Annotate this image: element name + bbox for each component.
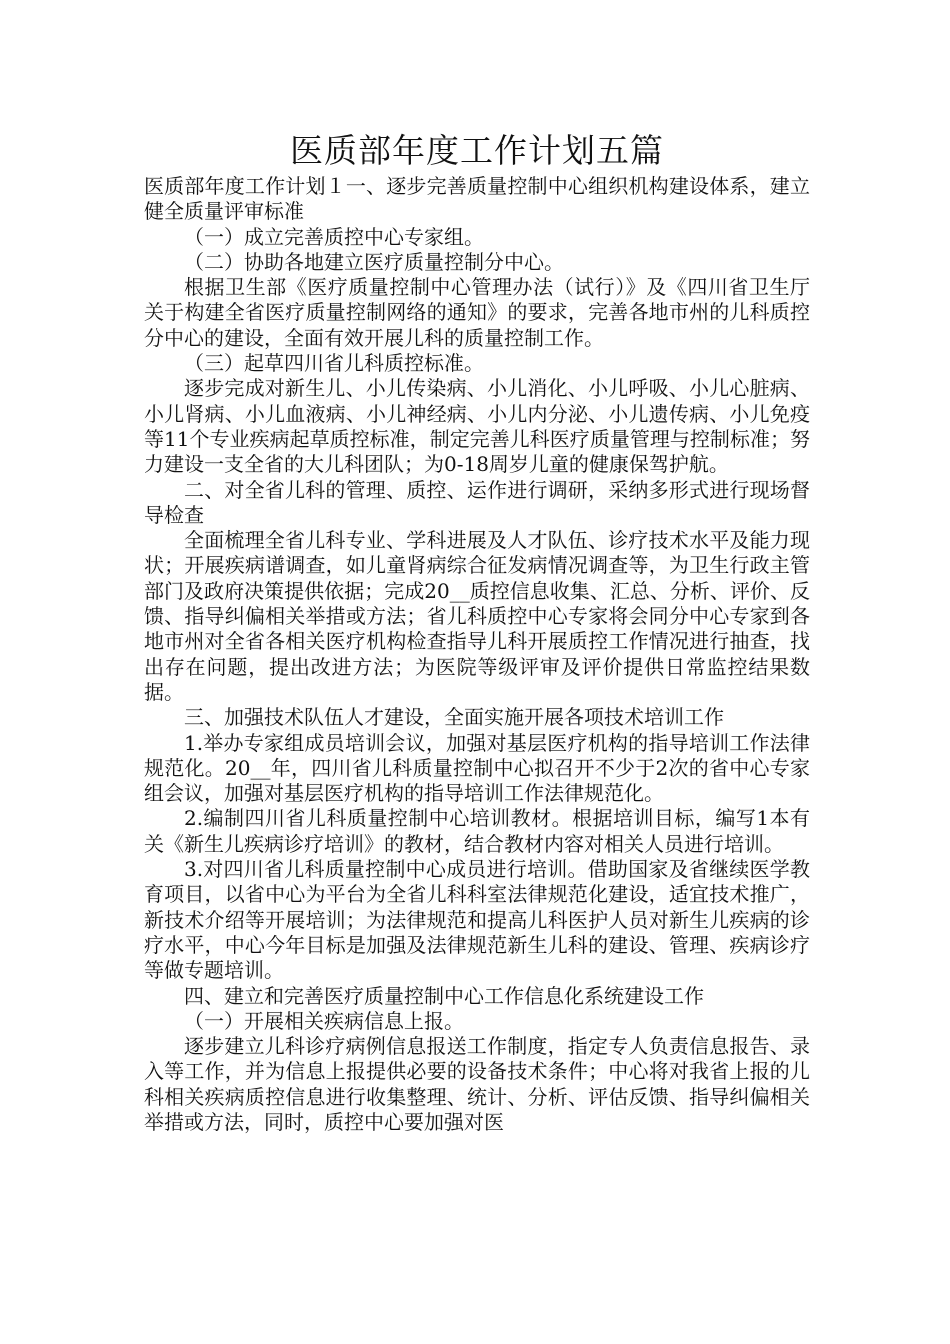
document-page — [144, 128, 810, 1135]
paragraph: 1.举办专家组成员培训会议，加强对基层医疗机构的指导培训工作法律规范化。20__年，四川省儿科质量控制中心拟召开不少于2次的省中心专家组会议，加强对基层医疗机构的指导培训工作法律规范化。 — [144, 730, 810, 806]
paragraph: 逐步完成对新生儿、小儿传染病、小儿消化、小儿呼吸、小儿心脏病、小儿肾病、小儿血液病、小儿神经病、小儿内分泌、小儿遗传病、小儿免疫等11个专业疾病起草质控标准，制定完善儿科医疗质量管理与控制标准；努力建设一支全省的大儿科团队；为0-18周岁儿童的健康保驾护航。 — [144, 376, 810, 477]
paragraph: 2.编制四川省儿科质量控制中心培训教材。根据培训目标，编写1本有关《新生儿疾病诊疗培训》的教材，结合教材内容对相关人员进行培训。 — [144, 806, 810, 856]
paragraph: （一）成立完善质控中心专家组。 — [184, 224, 484, 249]
paragraph: （二）协助各地建立医疗质量控制分中心。 — [184, 249, 564, 274]
paragraph: 根据卫生部《医疗质量控制中心管理办法（试行）》及《四川省卫生厅关于构建全省医疗质量控制网络的通知》的要求，完善各地市州的儿科质控分中心的建设，全面有效开展儿科的质量控制工作。 — [144, 275, 810, 350]
paragraph: （一）开展相关疾病信息上报。 — [184, 1008, 464, 1033]
paragraph: 逐步建立儿科诊疗病例信息报送工作制度，指定专人负责信息报告、录入等工作，并为信息上报提供必要的设备技术条件；中心将对我省上报的儿科相关疾病质控信息进行收集整理、统计、分析、评估反馈、指导纠偏相关举措或方法，同时，质控中心要加强对医 — [144, 1034, 810, 1134]
paragraph: 3.对四川省儿科质量控制中心成员进行培训。借助国家及省继续医学教育项目，以省中心为平台为全省儿科科室法律规范化建设，适宜技术推广，新技术介绍等开展培训；为法律规范和提高儿科医护人员对新生儿疾病的诊疗水平，中心今年目标是加强及法律规范新生儿科的建设、管理、疾病诊疗等做专题培训。 — [144, 857, 810, 983]
paragraph: 三、加强技术队伍人才建设，全面实施开展各项技术培训工作 — [184, 705, 724, 730]
document-title: 医质部年度工作计划五篇 — [290, 131, 664, 170]
paragraph: （三）起草四川省儿科质控标准。 — [184, 351, 484, 376]
paragraph: 二、对全省儿科的管理、质控、运作进行调研，采纳多形式进行现场督导检查 — [144, 477, 810, 527]
paragraph: 四、建立和完善医疗质量控制中心工作信息化系统建设工作 — [184, 983, 704, 1008]
paragraph: 全面梳理全省儿科专业、学科进展及人才队伍、诊疗技术水平及能力现状；开展疾病谱调查，如儿童肾病综合征发病情况调查等，为卫生行政主管部门及政府决策提供依据；完成20__质控信息收集、汇总、分析、评价、反馈、指导纠偏相关举措或方法；省儿科质控中心专家将会同分中心专家到各地市州对全省各相关医疗机构检查指导儿科开展质控工作情况进行抽查，找出存在问题，提出改进方法；为医院等级评审及评价提供日常监控结果数据。 — [144, 528, 810, 704]
document-body — [144, 174, 810, 1135]
paragraph: 医质部年度工作计划１一、逐步完善质量控制中心组织机构建设体系，建立健全质量评审标准 — [144, 174, 810, 224]
